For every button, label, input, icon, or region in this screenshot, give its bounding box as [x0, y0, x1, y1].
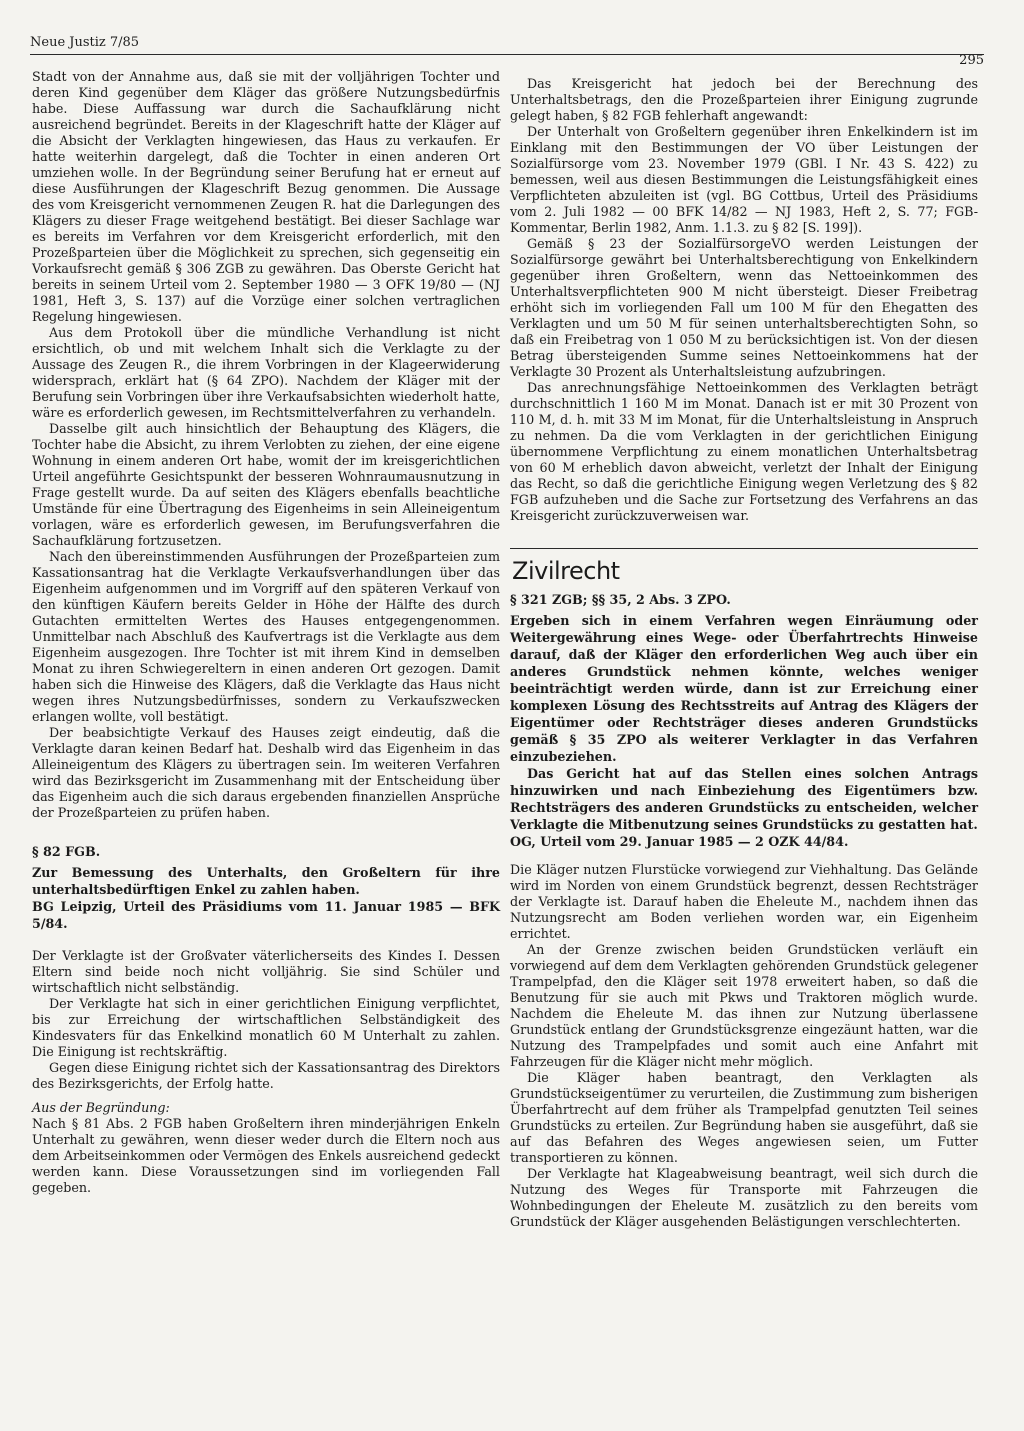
- case-headnote: Zur Bemessung des Unterhalts, den Großeltern für ihre unterhaltsbedürftigen Enkel zu zahlen haben.: [32, 865, 500, 897]
- body-paragraph: Das anrechnungsfähige Nettoeinkommen des Verklagten beträgt durchschnittlich 1 160 M im Monat. Danach ist er mit 30 Prozent von 110 M, d. h. mit 33 M im Monat, für die Unterhaltsleistung in Anspruch zu nehmen. Da die vom Verklagten in der gerichtlichen Einigung übernommene Verpflichtung zu einem monatlichen Unterhaltsbetrag von 60 M erheblich davon abweicht, verletzt der Inhalt der Einigung das Recht, so daß die gerichtliche Einigung wegen Verletzung des § 82 FGB aufzuheben und die Sache zur Fortsetzung des Verfahrens an das Kreisgericht zurückzuverweisen war.: [510, 380, 978, 523]
- page-header: [30, 34, 984, 68]
- case-paragraph: Der Verklagte hat sich in einer gerichtlichen Einigung verpflichtet, bis zur Erreichung der wirtschaftlichen Selbständigkeit des Kindesvaters für das Enkelkind monatlich 60 M Unterhalt zu zahlen. Die Einigung ist rechtskräftig.: [32, 996, 500, 1059]
- case-paragraph: Der Verklagte ist der Großvater väterlicherseits des Kindes I. Dessen Eltern sind beide noch nicht volljährig. Sie sind Schüler und wirtschaftlich nicht selbständig.: [32, 948, 500, 995]
- right-column: [510, 76, 978, 1230]
- case-paragraph: Der Verklagte hat Klageabweisung beantragt, weil sich durch die Nutzung des Weges für Transporte mit Fahrzeugen die Wohnbedingungen der Eheleute M. zusätzlich zu den bereits vom Grundstück der Kläger ausgehenden Belästigungen verschlechterten.: [510, 1166, 978, 1229]
- body-paragraph: Der Unterhalt von Großeltern gegenüber ihren Enkelkindern ist im Einklang mit den Bestimmungen der VO über Leistungen der Sozialfürsorge vom 23. November 1979 (GBl. I Nr. 43 S. 422) zu bemessen, weil aus diesen Bestimmungen die Leistungsfähigkeit eines Verpflichteten abzuleiten ist (vgl. BG Cottbus, Urteil des Präsidiums vom 2. Juli 1982 — 00 BFK 14/82 — NJ 1983, Heft 2, S. 77; FGB-Kommentar, Berlin 1982, Anm. 1.1.3. zu § 82 [S. 199]).: [510, 124, 978, 235]
- body-paragraph: Nach den übereinstimmenden Ausführungen der Prozeßparteien zum Kassationsantrag hat die Verklagte Verkaufsverhandlungen über das Eigenheim aufgenommen und im Vorgriff auf den späteren Verkauf von den künftigen Käufern bereits Gelder in Höhe der Hälfte des durch Gutachten ermittelten Wertes des Hauses entgegengenommen. Unmittelbar nach Abschluß des Kaufvertrags ist die Verklagte aus dem Eigenheim ausgezogen. Ihre Tochter ist mit ihrem Kind in demselben Monat zu ihren Schwiegereltern in einen anderen Ort gezogen. Damit haben sich die Hinweise des Klägers, daß die Verklagte das Haus nicht wegen ihres Nutzungsbedürfnisses, sondern zu Verkaufszwecken erlangen wollte, voll bestätigt.: [32, 549, 500, 724]
- body-paragraph: Aus dem Protokoll über die mündliche Verhandlung ist nicht ersichtlich, ob und mit welchem Inhalt sich die Verklagte zu der Aussage des Zeugen R., die ihrem Vorbringen in der Klageerwiderung widersprach, erklärt hat (§ 64 ZPO). Nachdem der Kläger mit der Berufung sein Vorbringen über ihre Verkaufsabsichten wiederholt hatte, wäre es erforderlich gewesen, im Rechtsmittelverfahren zu verhandeln.: [32, 325, 500, 420]
- body-paragraph: Gemäß § 23 der SozialfürsorgeVO werden Leistungen der Sozialfürsorge gewährt bei Unterhaltsberechtigung von Enkelkindern gegenüber ihren Großeltern, wenn das Nettoeinkommen des Unterhaltsverpflichteten 900 M nicht übersteigt. Dieser Freibetrag erhöht sich im vorliegenden Fall um 100 M für den Ehegatten des Verklagten und um 50 M für seinen unterhaltsberechtigten Sohn, so daß ein Freibetrag von 1 050 M zu berücksichtigen ist. Von der diesen Betrag übersteigenden Summe seines Nettoeinkommens hat der Verklagte 30 Prozent als Unterhaltsleistung aufzubringen.: [510, 236, 978, 379]
- section-title: Zivilrecht: [510, 548, 978, 585]
- page-number: 295: [959, 53, 984, 68]
- body-paragraph: Der beabsichtigte Verkauf des Hauses zeigt eindeutig, daß die Verklagte daran keinen Bedarf hat. Deshalb wird das Eigenheim in das Alleineigentum des Klägers zu übertragen sein. Im weiteren Verfahren wird das Bezirksgericht im Zusammenhang mit der Entscheidung über das Eigenheim auch die sich daraus ergebenden finanziellen Ansprüche der Prozeßparteien zu prüfen haben.: [32, 725, 500, 820]
- reasons-heading: Aus der Begründung:: [32, 1100, 170, 1115]
- case-paragraph: Gegen diese Einigung richtet sich der Kassationsantrag des Direktors des Bezirksgerichts, der Erfolg hatte.: [32, 1060, 500, 1091]
- body-paragraph: Dasselbe gilt auch hinsichtlich der Behauptung des Klägers, die Tochter habe die Absicht, zu ihrem Verlobten zu ziehen, der eine eigene Wohnung in einem anderen Ort habe, womit der im kreisgerichtlichen Urteil angeführte Gesichtspunkt der besseren Wohnraumausnutzung in Frage gestellt wurde. Da auf seiten des Klägers ebenfalls beachtliche Umstände für eine Übertragung des Eigenheims in sein Alleineigentum vorlagen, wäre es erforderlich gewesen, im Berufungsverfahren die Sachaufklärung fortzusetzen.: [32, 421, 500, 548]
- body-paragraph: Stadt von der Annahme aus, daß sie mit der volljährigen Tochter und deren Kind gegenüber dem Kläger das größere Nutzungsbedürfnis habe. Diese Auffassung war durch die Sachaufklärung nicht ausreichend begründet. Bereits in der Klageschrift hatte der Kläger auf die Absicht der Verklagten hingewiesen, das Haus zu verkaufen. Er hatte weiterhin dargelegt, daß die Tochter in einen anderen Ort umziehen wolle. In der Begründung seiner Berufung hat er erneut auf diese Ausführungen der Klageschrift Bezug genommen. Die Aussage des vom Kreisgericht vernommenen Zeugen R. hat die Darlegungen des Klägers zu dieser Frage weitgehend bestätigt. Bei dieser Sachlage war es bereits im Verfahren vor dem Kreisgericht erforderlich, mit den Prozeßparteien über die Möglichkeit zu sprechen, sich gegenseitig ein Vorkaufsrecht gemäß § 306 ZGB zu gewähren. Das Oberste Gericht hat bereits in seinem Urteil vom 2. September 1980 — 3 OFK 19/80 — (NJ 1981, Heft 3, S. 137) auf die Vorzüge einer solchen vertraglichen Regelung hingewiesen.: [32, 69, 500, 324]
- case-paragraph: Die Kläger haben beantragt, den Verklagten als Grundstückseigentümer zu verurteilen, die Zustimmung zum bisherigen Überfahrtrecht auf dem früher als Trampelpfad genutzten Teil seines Grundstücks zu erteilen. Zur Begründung haben sie ausgeführt, daß sie auf das Befahren des Weges angewiesen seien, um Futter transportieren zu können.: [510, 1070, 978, 1165]
- case-headnote: Das Gericht hat auf das Stellen eines solchen Antrags hinzuwirken und nach Einbeziehung des Eigentümers bzw. Rechtsträgers des anderen Grundstücks zu entscheiden, welcher Verklagte die Mitbenutzung seines Grundstücks zu gestatten hat.: [510, 766, 978, 832]
- case-citation: OG, Urteil vom 29. Januar 1985 — 2 OZK 44/84.: [510, 834, 849, 849]
- case-paragraph: An der Grenze zwischen beiden Grundstücken verläuft ein vorwiegend auf dem dem Verklagten gehörenden Grundstück gelegener Trampelpfad, den die Kläger seit 1978 erweitert haben, so daß die Benutzung für sie auch mit Pkws und Traktoren möglich wurde. Nachdem die Eheleute M. das ihnen zur Nutzung überlassene Grundstück entlang der Grundstücksgrenze eingezäunt hatten, war die Nutzung des Trampelpfades und somit auch eine Anfahrt mit Fahrzeugen für die Kläger nicht mehr möglich.: [510, 942, 978, 1069]
- case-headnote: Ergeben sich in einem Verfahren wegen Einräumung oder Weitergewährung eines Wege- oder Überfahrtrechts Hinweise darauf, daß der Kläger den erforderlichen Weg auch über ein anderes Grundstück nehmen könnte, welches weniger beeinträchtigt werden würde, dann ist zur Erreichung einer komplexen Lösung des Rechtsstreits auf Antrag des Klägers der Eigentümer oder Rechtsträger dieses anderen Grundstücks gemäß § 35 ZPO als weiterer Verklagter in das Verfahren einzubeziehen.: [510, 613, 978, 764]
- case-citation: BG Leipzig, Urteil des Präsidiums vom 11. Januar 1985 — BFK 5/84.: [32, 899, 500, 931]
- left-column: [32, 69, 500, 1196]
- journal-issue: Neue Justiz 7/85: [30, 35, 140, 50]
- case-paragraph: Die Kläger nutzen Flurstücke vorwiegend zur Viehhaltung. Das Gelände wird im Norden von einem Grundstück begrenzt, dessen Rechtsträger der Verklagte ist. Darauf haben die Eheleute M., nachdem ihnen das Nutzungsrecht am Boden verliehen worden war, ein Eigenheim errichtet.: [510, 862, 978, 941]
- case-norm: § 82 FGB.: [32, 844, 101, 859]
- reasons-paragraph: Nach § 81 Abs. 2 FGB haben Großeltern ihren minderjährigen Enkeln Unterhalt zu gewähren, wenn dieser weder durch die Eltern noch aus dem Arbeitseinkommen oder Vermögen des Enkels ausreichend gedeckt werden kann. Diese Voraussetzungen sind im vorliegenden Fall gegeben.: [32, 1116, 500, 1195]
- case-norm: § 321 ZGB; §§ 35, 2 Abs. 3 ZPO.: [510, 592, 731, 607]
- body-paragraph: Das Kreisgericht hat jedoch bei der Berechnung des Unterhaltsbetrags, den die Prozeßparteien ihrer Einigung zugrunde gelegt haben, § 82 FGB fehlerhaft angewandt:: [510, 76, 978, 123]
